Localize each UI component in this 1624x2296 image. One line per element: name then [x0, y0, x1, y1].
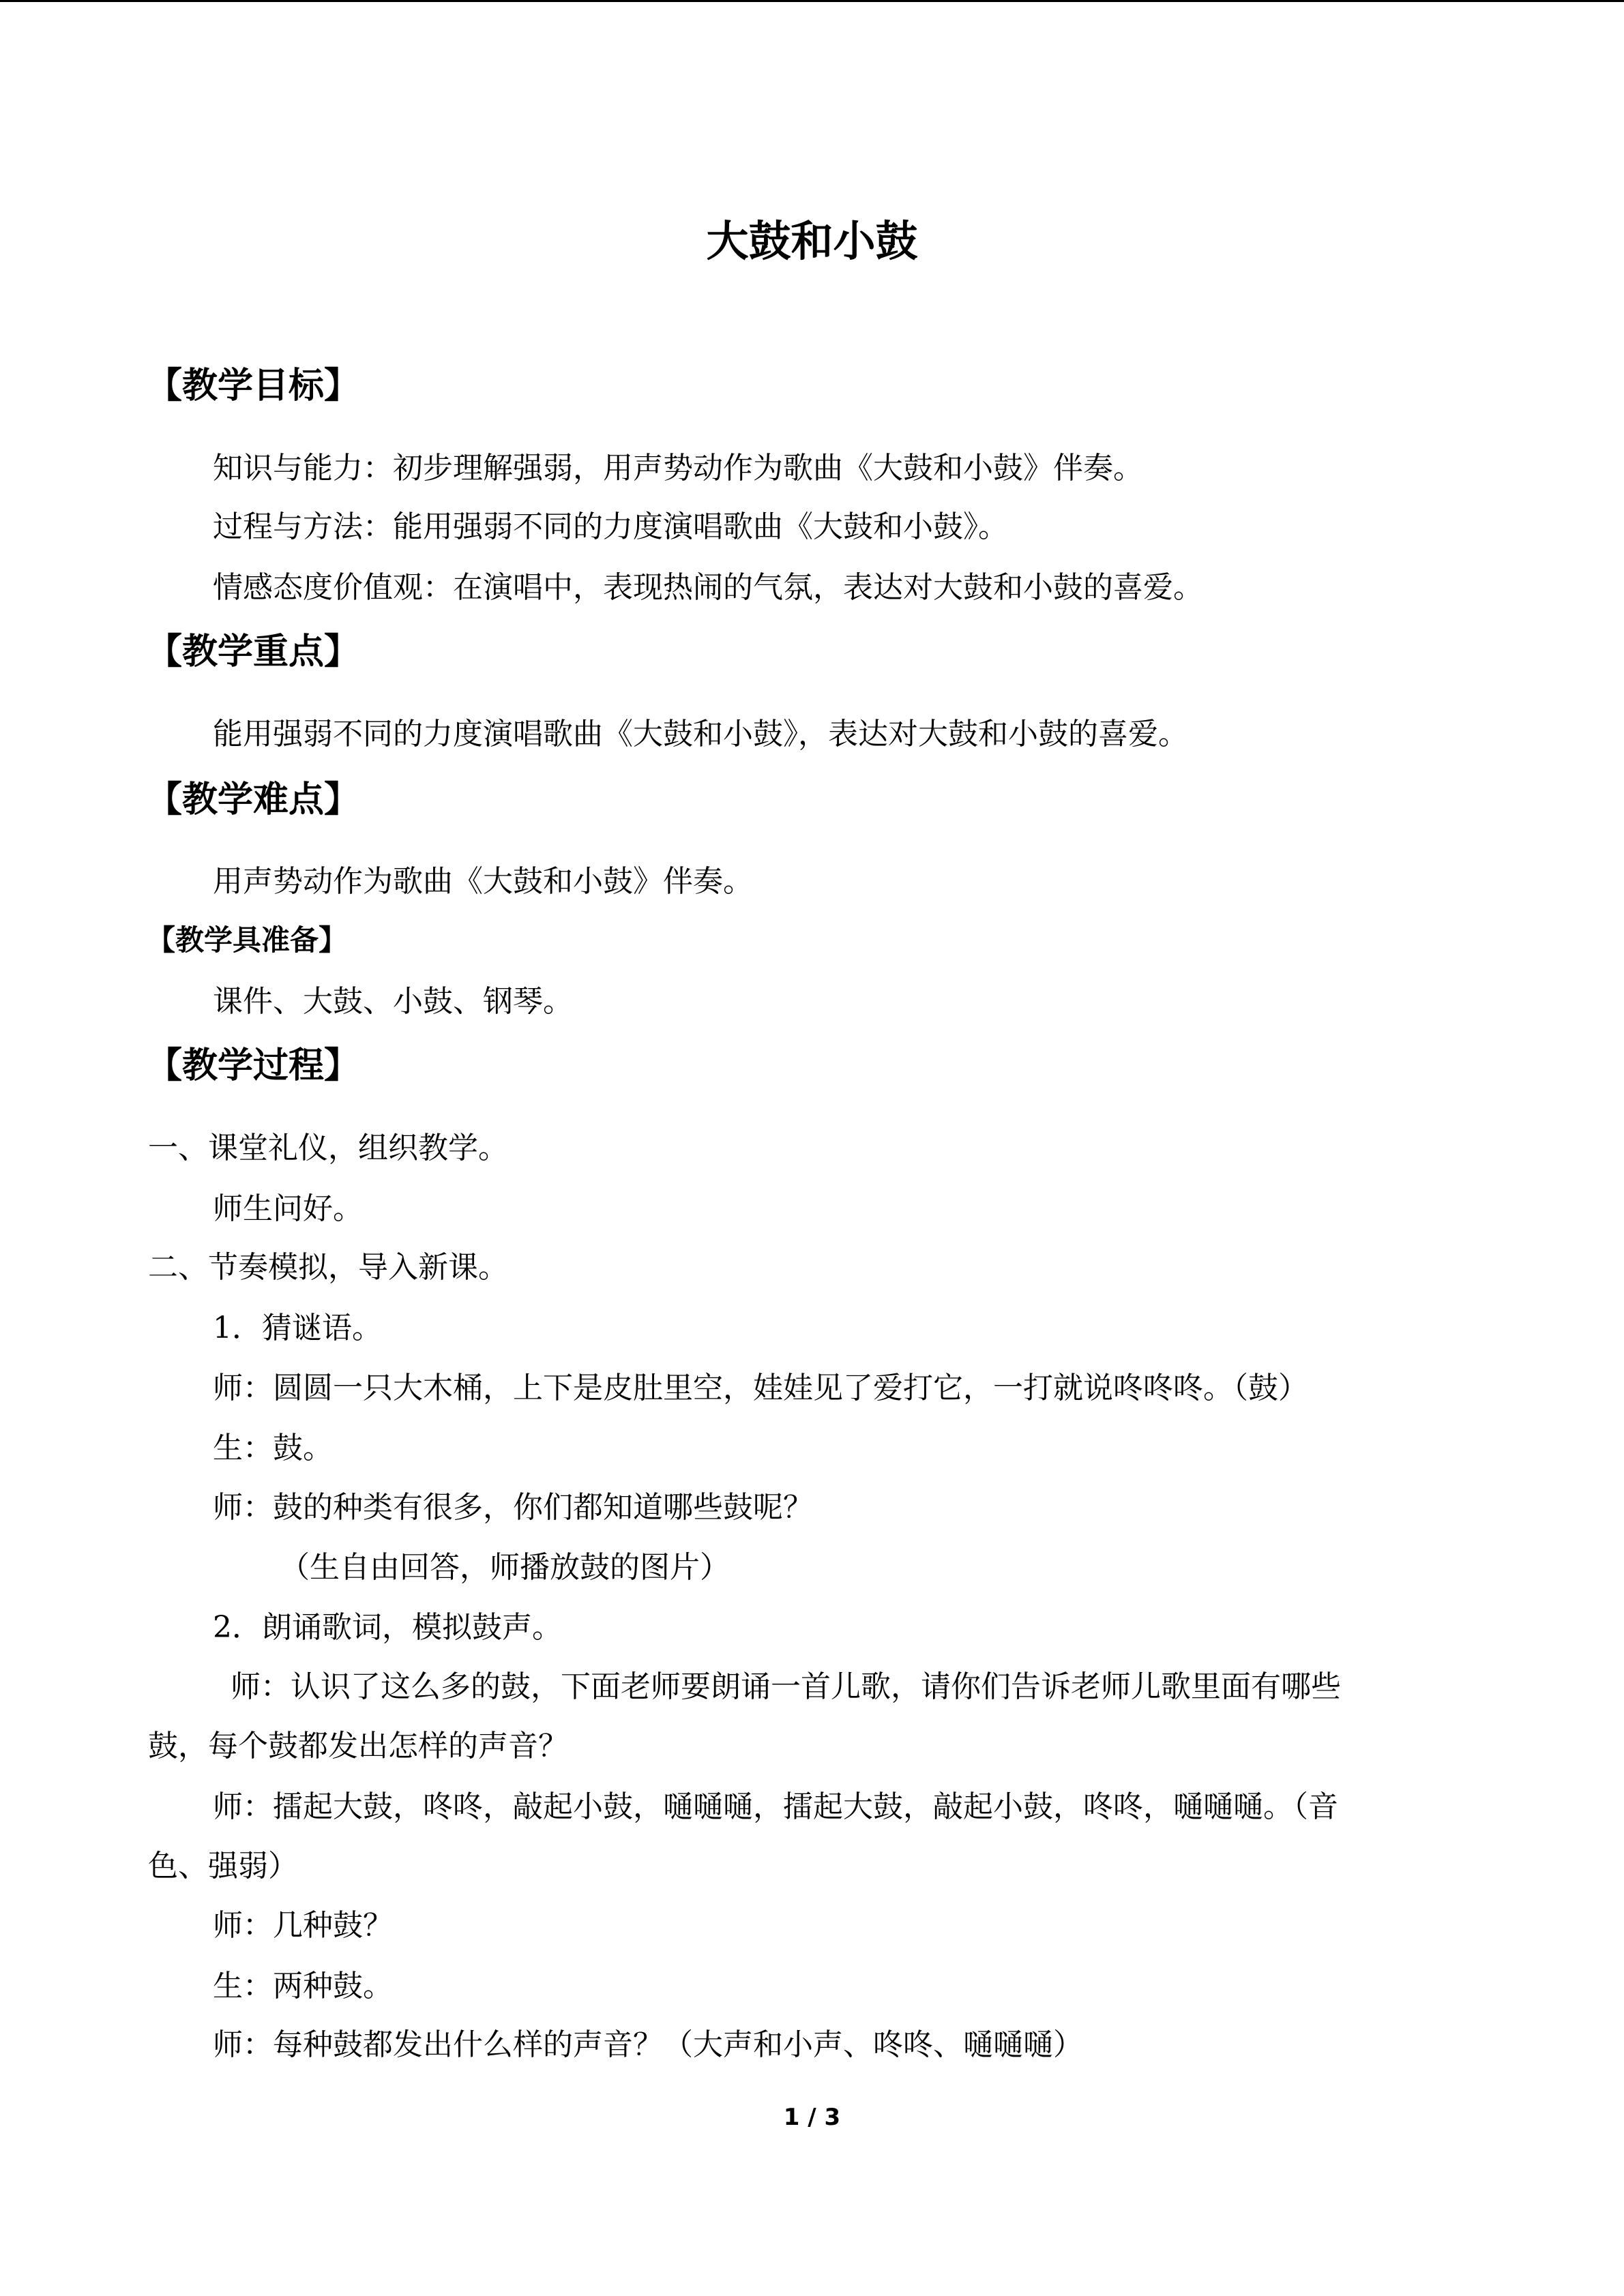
key-point-line: 能用强弱不同的力度演唱歌曲《大鼓和小鼓》，表达对大鼓和小鼓的喜爱。 — [213, 717, 1188, 751]
heading-key-points: 【教学重点】 — [147, 631, 360, 672]
objective-knowledge: 知识与能力：初步理解强弱，用声势动作为歌曲《大鼓和小鼓》伴奏。 — [213, 451, 1143, 486]
process-line: 生：鼓。 — [213, 1431, 333, 1465]
document-title: 大鼓和小鼓 — [706, 216, 918, 266]
heading-difficulties: 【教学难点】 — [147, 779, 360, 820]
process-note: （生自由回答，师播放鼓的图片） — [280, 1550, 730, 1585]
process-line: 师：擂起大鼓，咚咚，敲起小鼓，嗵嗵嗵，擂起大鼓，敲起小鼓，咚咚，嗵嗵嗵。（音 — [213, 1789, 1338, 1824]
difficulty-line: 用声势动作为歌曲《大鼓和小鼓》伴奏。 — [213, 864, 753, 899]
process-line: 师：鼓的种类有很多，你们都知道哪些鼓呢？ — [213, 1490, 813, 1525]
process-step-1-title: 一、课堂礼仪，组织教学。 — [148, 1131, 508, 1165]
process-line-continued: 鼓，每个鼓都发出怎样的声音？ — [148, 1729, 568, 1763]
process-line: 师生问好。 — [213, 1191, 363, 1226]
materials-line: 课件、大鼓、小鼓、钢琴。 — [213, 984, 573, 1019]
page-top-border — [0, 0, 1624, 2]
process-line-continued: 色、强弱） — [148, 1849, 298, 1883]
process-line: 师：圆圆一只大木桶，上下是皮肚里空，娃娃见了爱打它，一打就说咚咚咚。（鼓） — [213, 1371, 1308, 1405]
process-line: 师：几种鼓？ — [213, 1908, 393, 1943]
process-line: 师：每种鼓都发出什么样的声音？（大声和小声、咚咚、嗵嗵嗵） — [213, 2027, 1083, 2062]
page-number: 1 / 3 — [783, 2104, 841, 2131]
objective-emotion: 情感态度价值观：在演唱中，表现热闹的气氛，表达对大鼓和小鼓的喜爱。 — [213, 570, 1203, 605]
heading-objectives: 【教学目标】 — [147, 366, 360, 406]
process-line: 2．朗诵歌词，模拟鼓声。 — [213, 1610, 562, 1645]
heading-materials: 【教学具准备】 — [147, 923, 348, 957]
objective-process: 过程与方法：能用强弱不同的力度演唱歌曲《大鼓和小鼓》。 — [213, 509, 1008, 544]
heading-process: 【教学过程】 — [147, 1045, 360, 1086]
process-line: 生：两种鼓。 — [213, 1969, 393, 2003]
process-line: 师：认识了这么多的鼓，下面老师要朗诵一首儿歌，请你们告诉老师儿歌里面有哪些 — [231, 1669, 1341, 1704]
process-line: 1．猜谜语。 — [213, 1311, 382, 1345]
process-step-2-title: 二、节奏模拟，导入新课。 — [148, 1250, 508, 1285]
